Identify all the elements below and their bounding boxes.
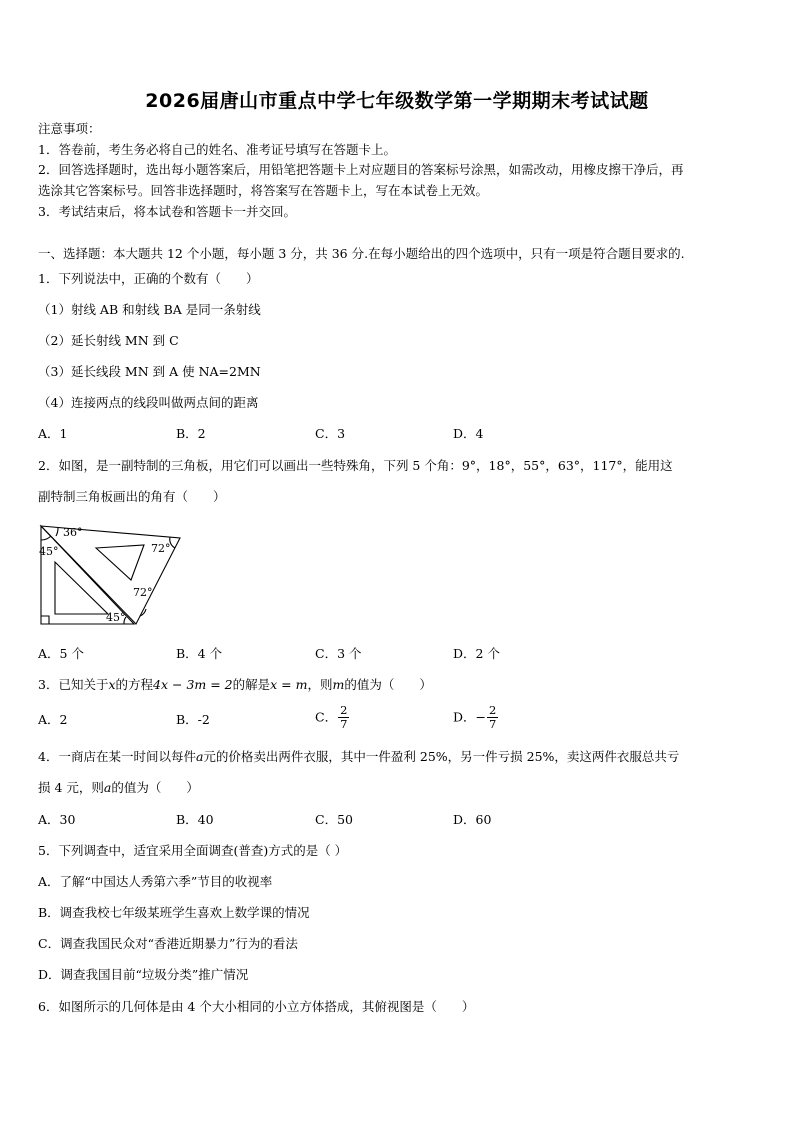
- q5-option-b: B．调查我校七年级某班学生喜欢上数学课的情况: [38, 905, 310, 920]
- q4-stem-b: 元的价格卖出两件衣服，其中一件盈利 25%，另一件亏损 25%，卖这两件衣服总共亏: [203, 749, 680, 764]
- q2-option-c: C．3 个: [315, 646, 362, 661]
- q4-option-c: C．50: [315, 812, 353, 827]
- q3-c-denominator: 7: [340, 717, 348, 731]
- q3-option-c-label: C．: [315, 709, 338, 725]
- q3-option-d-fraction: [487, 704, 498, 731]
- notice-2: 2．回答选择题时，选出每小题答案后，用铅笔把答题卡上对应题目的答案标号涂黑，如需改动，用橡皮擦干净后，再: [38, 162, 684, 177]
- q3-stem-b: 的方程: [115, 677, 154, 692]
- q2-options: [38, 646, 638, 664]
- q4-option-d: D．60: [453, 812, 492, 827]
- q3-option-d-label: D．: [453, 709, 476, 725]
- q4-stem-c: 损 4 元，则: [38, 780, 104, 795]
- set-squares-figure: [36, 518, 186, 630]
- q4-stem: [38, 749, 679, 765]
- set-square-36-72-hole: [96, 545, 144, 580]
- q3-c-numerator: 2: [340, 703, 348, 717]
- q1-option-d: D．4: [453, 426, 484, 441]
- arc-72-top: [170, 537, 175, 548]
- q3-stem-e: 的值为（ ）: [344, 677, 432, 692]
- q4-var-a-2: a: [103, 780, 112, 795]
- q3-option-c-fraction: [338, 704, 349, 731]
- q4-options: [38, 812, 638, 830]
- q4-stem-cont: [38, 780, 199, 796]
- q3-option-d-minus: −: [475, 709, 487, 725]
- q3-stem-d: ，则: [307, 677, 333, 692]
- label-45-left: 45°: [39, 545, 59, 558]
- set-square-36-72-outer: [41, 526, 180, 624]
- q3-stem-a: 3．已知关于: [38, 677, 109, 692]
- q2-option-b: B．4 个: [176, 646, 223, 661]
- label-45-bottom: 45°: [106, 611, 126, 624]
- arc-45-left: [41, 536, 51, 540]
- q3-options: [38, 704, 638, 738]
- q5-option-d: D．调查我国目前“垃圾分类”推广情况: [38, 967, 249, 982]
- q1-item-3: （3）延长线段 MN 到 A 使 NA=2MN: [38, 364, 261, 379]
- q3-option-d: [453, 704, 499, 731]
- q1-stem: 1．下列说法中，正确的个数有（ ）: [38, 271, 259, 286]
- q5-option-a: A．了解“中国达人秀第六季”节目的收视率: [38, 874, 273, 889]
- label-72-top: 72°: [151, 542, 171, 555]
- q3-d-numerator: 2: [489, 703, 497, 717]
- q1-item-1: （1）射线 AB 和射线 BA 是同一条射线: [38, 302, 261, 317]
- arc-36: [56, 528, 58, 536]
- q2-stem: 2．如图，是一副特制的三角板，用它们可以画出一些特殊角，下列 5 个角：9°，18°，55°，63°，117°，能用这: [38, 458, 673, 473]
- q1-item-2: （2）延长射线 MN 到 C: [38, 333, 179, 348]
- q1-option-b: B．2: [176, 426, 206, 441]
- q3-solution: x = m: [270, 677, 308, 692]
- q1-option-a: A．1: [38, 426, 68, 441]
- q5-stem: 5．下列调查中，适宜采用全面调查(普查)方式的是（ ）: [38, 843, 348, 858]
- q2-option-a: A．5 个: [38, 646, 84, 661]
- q3-option-b: B．-2: [176, 712, 210, 727]
- q3-option-c: [315, 704, 350, 731]
- notice-1: 1．答卷前，考生务必将自己的姓名、准考证号填写在答题卡上。: [38, 142, 396, 157]
- q4-stem-d: 的值为（ ）: [111, 780, 199, 795]
- q3-d-denominator: 7: [489, 717, 497, 731]
- q1-options: [38, 426, 638, 444]
- q3-equation: 4x − 3m = 2: [153, 677, 233, 692]
- label-72-bottom: 72°: [133, 586, 153, 599]
- q3-var-x: x: [108, 677, 116, 692]
- q4-option-a: A．30: [38, 812, 76, 827]
- right-angle-mark: [41, 616, 49, 624]
- q4-option-b: B．40: [176, 812, 214, 827]
- notice-3: 3．考试结束后，将本试卷和答题卡一并交回。: [38, 204, 296, 219]
- q1-item-4: （4）连接两点的线段叫做两点间的距离: [38, 395, 259, 410]
- section-1-heading: 一、选择题：本大题共 12 个小题，每小题 3 分，共 36 分.在每小题给出的四个选项中，只有一项是符合题目要求的.: [38, 246, 685, 261]
- q2-stem-cont: 副特制三角板画出的角有（ ）: [38, 489, 226, 504]
- notice-heading: 注意事项：: [38, 121, 101, 136]
- exam-title: 2026届唐山市重点中学七年级数学第一学期期末考试试题: [145, 90, 649, 112]
- q4-stem-a: 4．一商店在某一时间以每件: [38, 749, 196, 764]
- notice-2-cont: 选涂其它答案标号。回答非选择题时，将答案写在答题卡上，写在本试卷上无效。: [38, 183, 489, 198]
- q5-option-c: C．调查我国民众对“香港近期暴力”行为的看法: [38, 936, 298, 951]
- label-36: 36°: [63, 526, 83, 539]
- q2-option-d: D．2 个: [453, 646, 500, 661]
- q3-stem: [38, 677, 432, 693]
- q3-stem-c: 的解是: [232, 677, 271, 692]
- q4-var-a: a: [195, 749, 204, 764]
- q3-var-m: m: [332, 677, 345, 692]
- q6-stem: 6．如图所示的几何体是由 4 个大小相同的小立方体搭成，其俯视图是（ ）: [38, 999, 475, 1014]
- q3-option-a: A．2: [38, 712, 68, 727]
- q1-option-c: C．3: [315, 426, 346, 441]
